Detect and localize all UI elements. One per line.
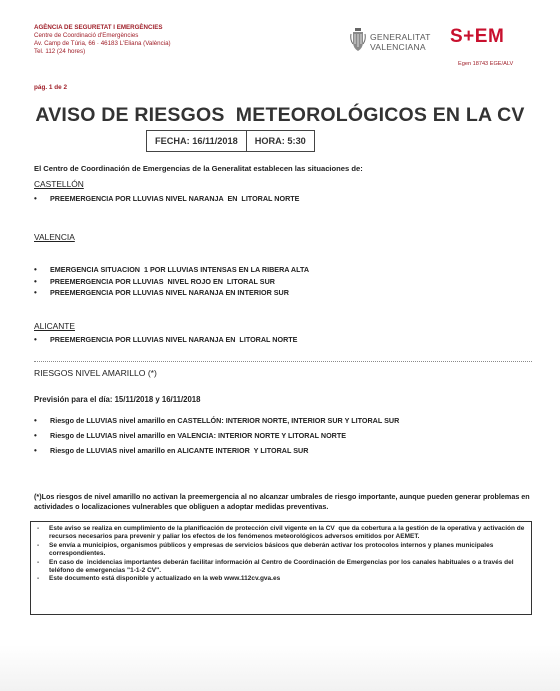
agency-line: Centre de Coordinació d'Emergències	[34, 32, 139, 39]
list-item: • Riesgo de LLUVIAS nivel amarillo en ALICANTE INTERIOR Y LITORAL SUR	[34, 443, 399, 458]
list-item: • Riesgo de LLUVIAS nivel amarillo en CASTELLÓN: INTERIOR NORTE, INTERIOR SUR Y LITORAL SUR	[34, 413, 399, 428]
note-mark: (*)	[34, 492, 42, 501]
page-bottom-shade	[0, 645, 560, 691]
fecha-cell: FECHA: 16/11/2018	[155, 136, 238, 146]
castellon-list	[34, 193, 299, 205]
hora-cell: HORA: 5:30	[246, 131, 314, 151]
region-valencia: VALENCIA	[34, 232, 75, 242]
agency-name: AGÈNCIA DE SEGURETAT I EMERGÈNCIES	[34, 24, 163, 31]
document-page	[26, 18, 534, 663]
disclaimer-item: - En caso de incidencias importantes deberán facilitar información al Centro de Coordinación de Emergencias por los canales habituales o a través del teléfono de emergencias "1-1-2 CV".	[37, 559, 525, 576]
list-item: • PREEMERGENCIA POR LLUVIAS NIVEL NARANJA EN INTERIOR SUR	[34, 287, 309, 299]
list-item: • PREEMERGENCIA POR LLUVIAS NIVEL NARANJA EN LITORAL NORTE	[34, 334, 297, 346]
page-title: AVISO DE RIESGOS METEOROLÓGICOS EN LA CV	[35, 104, 525, 126]
list-item: • EMERGENCIA SITUACION 1 POR LLUVIAS INTENSAS EN LA RIBERA ALTA	[34, 264, 309, 276]
region-castellon: CASTELLÓN	[34, 179, 84, 189]
list-item: • PREEMERGENCIA POR LLUVIAS NIVEL ROJO EN LITORAL SUR	[34, 276, 309, 288]
disclaimer-item: - Este aviso se realiza en cumplimiento de la planificación de protección civil vigente en la CV que da cobertura a la gestión de la operativa y activación de recursos necesarios para prevenir y paliar los efectos de los fenómenos meteorológicos adversos emitidos por AEMET.	[37, 525, 525, 542]
agency-phone: Tel. 112 (24 hores)	[34, 48, 86, 55]
valencia-list	[34, 264, 309, 299]
region-alicante: ALICANTE	[34, 321, 75, 331]
intro-text: El Centro de Coordinación de Emergencias de la Generalitat establecen las situaciones de:	[34, 164, 363, 173]
egen-code: Egen 18743 EGE/ALV	[458, 61, 514, 67]
prevision-text: Previsión para el día: 15/11/2018 y 16/11/2018	[34, 395, 201, 404]
agency-block	[34, 24, 171, 56]
gv-line1: GENERALITAT	[370, 32, 431, 42]
yellow-note	[34, 492, 534, 511]
coat-of-arms-icon	[350, 28, 366, 52]
note-text: Los riesgos de nivel amarillo no activan la preemergencia al no alcanzar umbrales de riesgo importante, aunque pueden generar problemas en actividades o localizaciones vulnerables que obliguen a adoptar medidas preventivas.	[34, 492, 530, 511]
gv-line2: VALENCIANA	[370, 42, 426, 52]
disclaimer-item: - Se envía a municipios, organismos públicos y empresas de servicios básicos que deberán activar los protocolos internos y planes municipales correspondientes.	[37, 542, 525, 559]
yellow-list	[34, 413, 399, 458]
page-indicator: pág. 1 de 2	[34, 84, 68, 91]
generalitat-logo	[350, 26, 450, 58]
sem-logo: S+EM	[450, 26, 505, 47]
alicante-list	[34, 334, 297, 346]
disclaimer-box	[30, 521, 532, 615]
list-item: • Riesgo de LLUVIAS nivel amarillo en VALENCIA: INTERIOR NORTE Y LITORAL NORTE	[34, 428, 399, 443]
agency-address: Av. Camp de Túria, 66 · 46183 L'Eliana (València)	[34, 40, 171, 47]
disclaimer-item: - Este documento está disponible y actualizado en la web www.112cv.gva.es	[37, 575, 525, 583]
section-divider	[34, 361, 532, 362]
list-item: • PREEMERGENCIA POR LLUVIAS NIVEL NARANJA EN LITORAL NORTE	[34, 193, 299, 205]
yellow-heading: RIESGOS NIVEL AMARILLO (*)	[34, 368, 157, 378]
date-box	[146, 130, 315, 152]
